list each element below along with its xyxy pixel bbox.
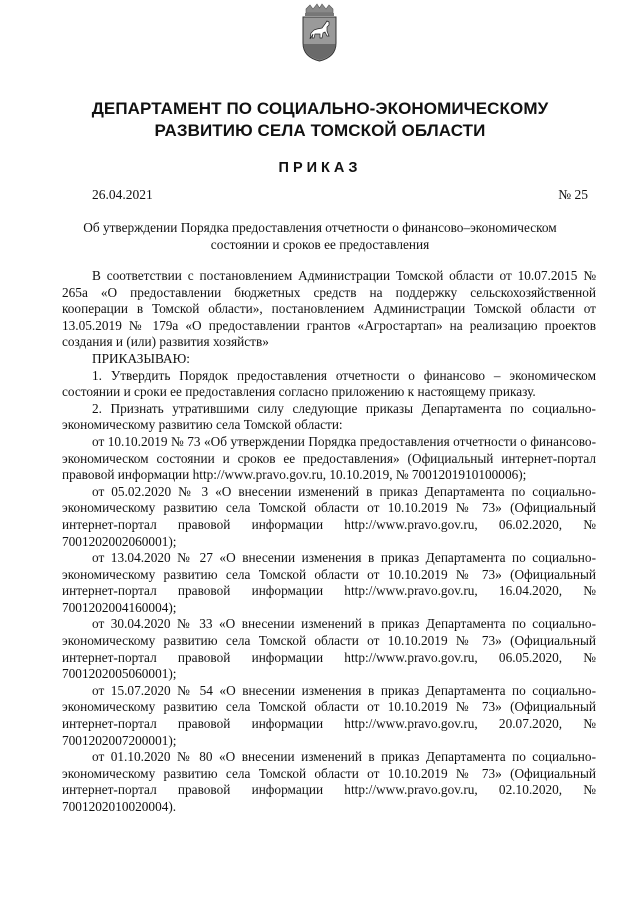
document-body: [62, 268, 596, 816]
department-name-line2: РАЗВИТИЮ СЕЛА ТОМСКОЙ ОБЛАСТИ: [154, 121, 486, 140]
repealed-order-5: от 15.07.2020 № 54 «О внесении изменения в приказ Департамента по социально-экономическому развитию села Томской области от 10.10.2019 № 73» (Официальный интернет-портал правовой информации http://www.pravo.gov.ru, 20.07.2020, № 7001202007200001);: [62, 682, 596, 748]
repealed-order-6: от 01.10.2020 № 80 «О внесении изменений в приказ Департамента по социально-экономическому развитию села Томской области от 10.10.2019 № 73» (Официальный интернет-портал правовой информации http://www.pravo.gov.ru, 02.10.2020, № 7001202010020004).: [62, 749, 596, 814]
department-name: [60, 98, 580, 142]
repealed-order-1: от 10.10.2019 № 73 «Об утверждении Порядка предоставления отчетности о финансово-экономическом состоянии и сроков ее предоставления» (Официальный интернет-портал правовой информации http://www.pravo.gov.ru, 10.10.2019, № 7001201910100006);: [62, 433, 596, 483]
preamble-paragraph: В соответствии с постановлением Администрации Томской области от 10.07.2015 № 265а «О предоставлении бюджетных средств на поддержку сельскохозяйственной кооперации в Томской области», постановлением Администрации Томской области от 13.05.2019 № 179а «О предоставлении грантов «Агростартап» на реализацию проектов создания и (или) развития хозяйств»: [62, 268, 596, 350]
item-1-paragraph: 1. Утвердить Порядок предоставления отчетности о финансово – экономическом состоянии и сроки ее предоставления согласно приложению к настоящему приказу.: [62, 367, 596, 400]
document-number: № 25: [558, 187, 588, 202]
document-date: 26.04.2021: [92, 187, 153, 202]
department-name-line1: ДЕПАРТАМЕНТ ПО СОЦИАЛЬНО-ЭКОНОМИЧЕСКОМУ: [91, 99, 549, 118]
subject-line1: Об утверждении Порядка предоставления отчетности о финансово–экономическом: [83, 220, 557, 235]
document-subject: [66, 220, 574, 253]
document-type-title: ПРИКАЗ: [278, 160, 362, 176]
repealed-order-3: от 13.04.2020 № 27 «О внесении изменения в приказ Департамента по социально-экономическому развитию села Томской области от 10.10.2019 № 73» (Официальный интернет-портал правовой информации http://www.pravo.gov.ru, 16.04.2020, № 7001202004160004);: [62, 550, 596, 615]
repealed-order-4: от 30.04.2020 № 33 «О внесении изменений в приказ Департамента по социально-экономическому развитию села Томской области от 10.10.2019 № 73» (Официальный интернет-портал правовой информации http://www.pravo.gov.ru, 06.05.2020, № 7001202005060001);: [62, 616, 596, 682]
item-2-paragraph: 2. Признать утратившими силу следующие приказы Департамента по социально-экономическому развитию села Томской области:: [62, 400, 596, 433]
repealed-order-2: от 05.02.2020 № 3 «О внесении изменений в приказ Департамента по социально-экономическому развитию села Томской области от 10.10.2019 № 73» (Официальный интернет-портал правовой информации http://www.pravo.gov.ru, 06.02.2020, № 7001202002060001);: [62, 483, 596, 549]
order-word: ПРИКАЗЫВАЮ:: [92, 350, 190, 366]
subject-line2: состоянии и сроков ее предоставления: [210, 236, 430, 252]
coat-of-arms-icon: [298, 3, 341, 63]
